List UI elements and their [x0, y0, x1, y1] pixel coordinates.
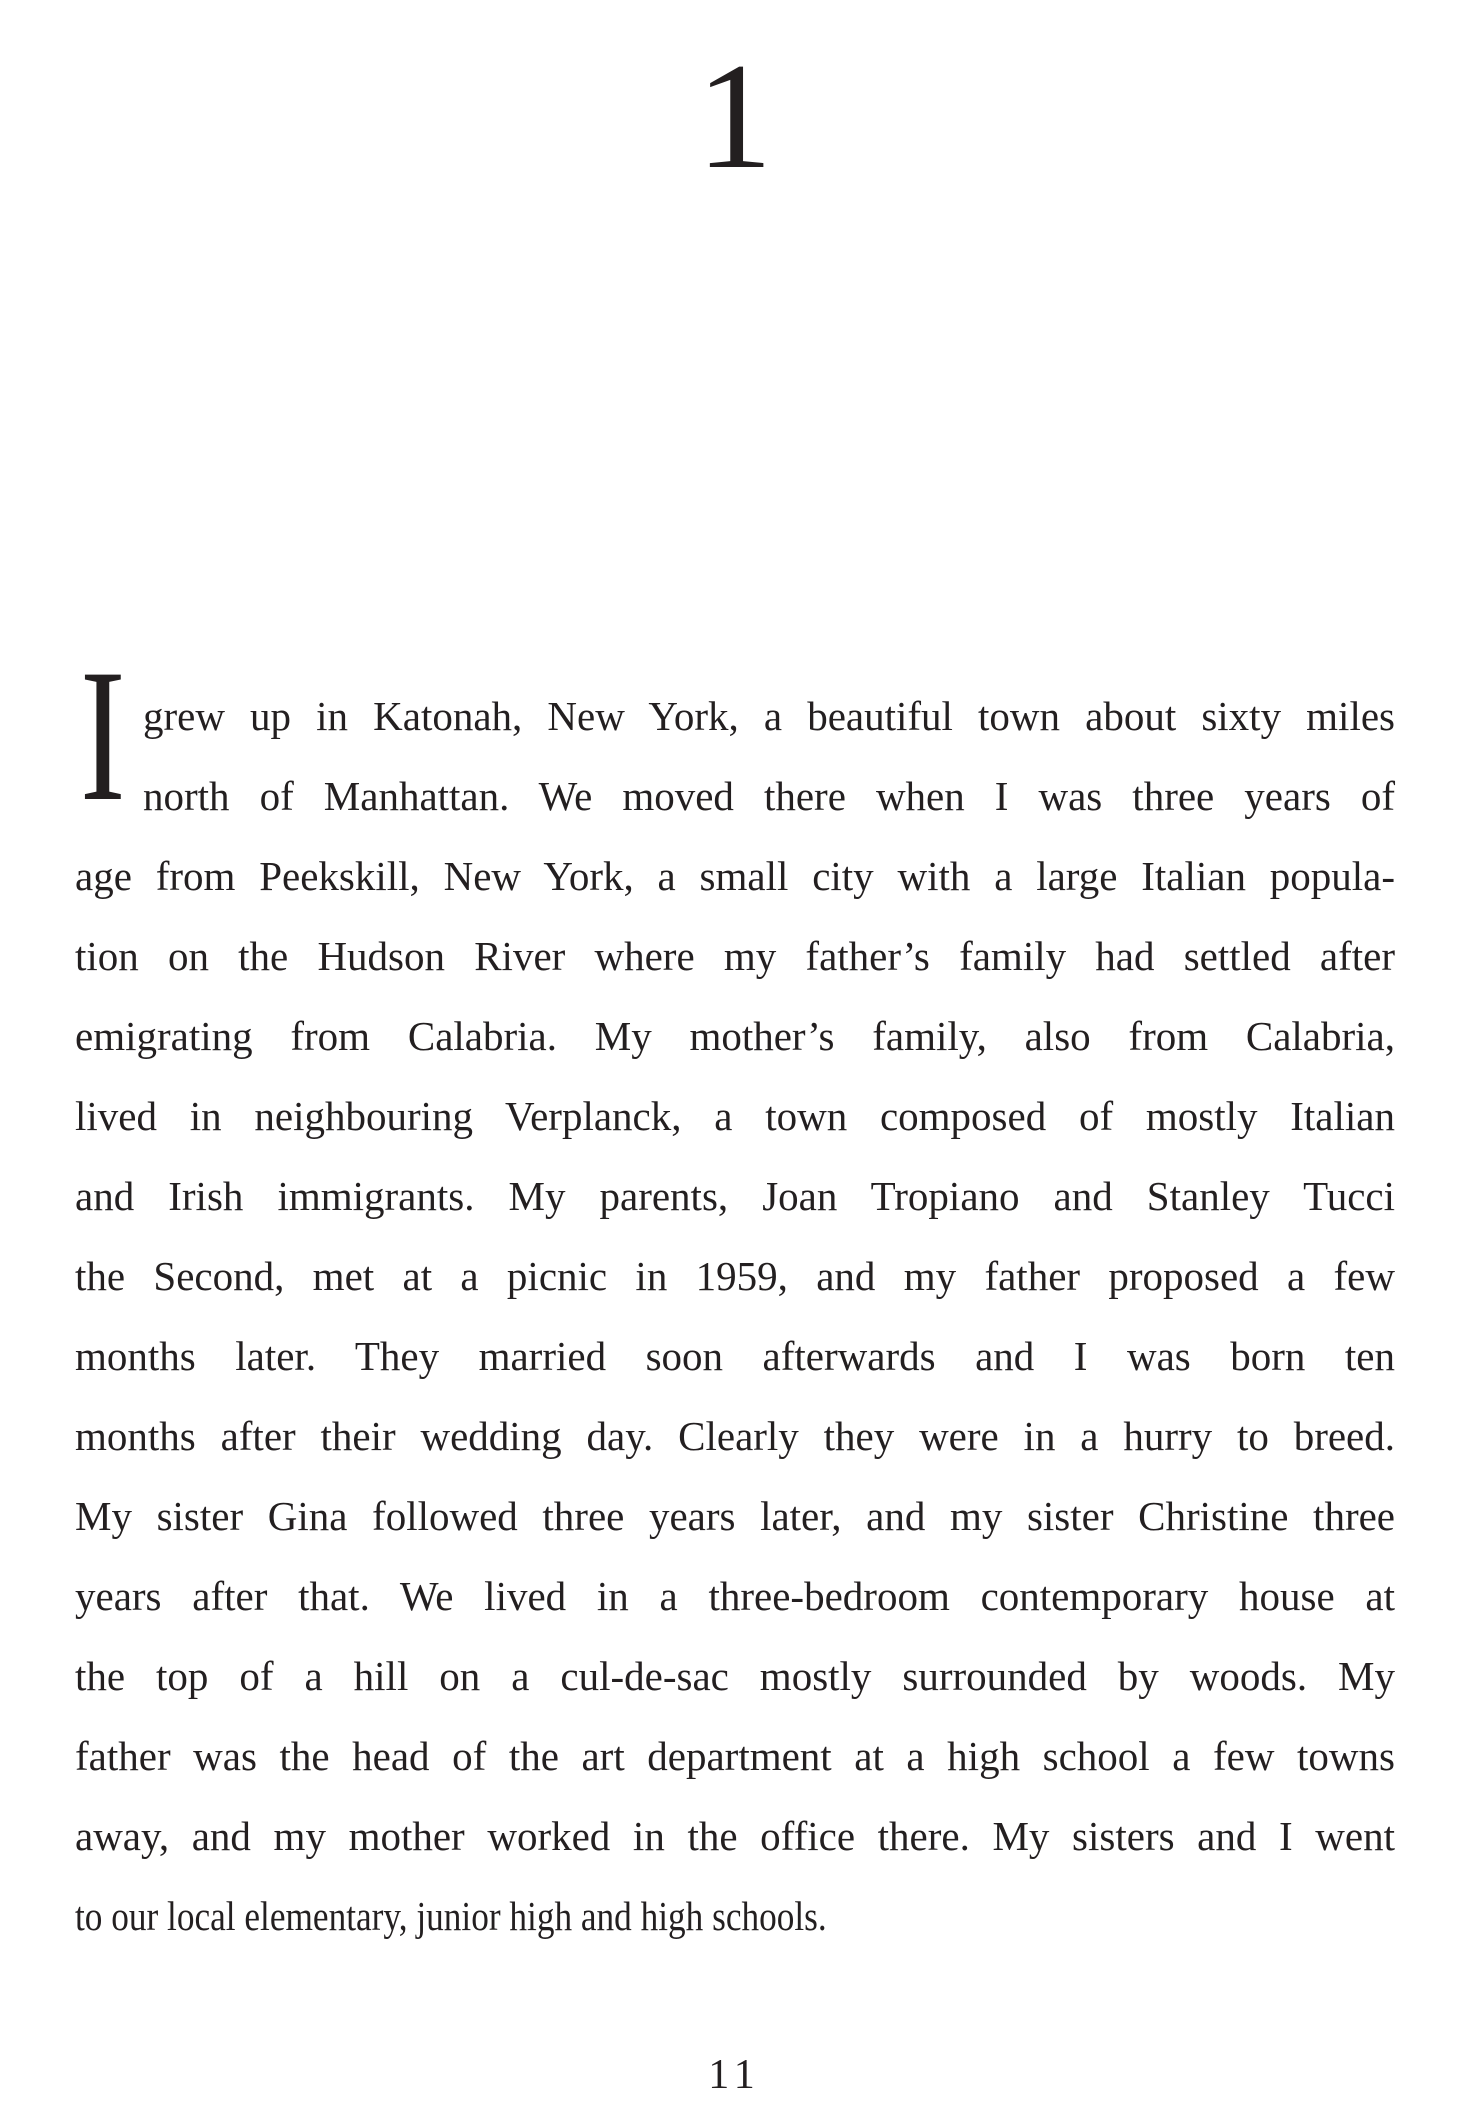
page-number: 11 [708, 2052, 761, 2098]
text-line: months later. They married soon afterwards and I was born ten [75, 1333, 1395, 1379]
text-line: the top of a hill on a cul-de-sac mostly surrounded by woods. My [75, 1653, 1395, 1699]
text-line: lived in neighbouring Verplanck, a town composed of mostly Italian [75, 1093, 1395, 1139]
text-line: north of Manhattan. We moved there when I was three years of [143, 773, 1395, 819]
text-line: father was the head of the art department at a high school a few towns [75, 1733, 1395, 1779]
chapter-number: 1 [696, 32, 773, 200]
text-line: to our local elementary, junior high and high schools. [75, 1893, 827, 1939]
text-line: age from Peekskill, New York, a small city with a large Italian popula- [75, 853, 1395, 899]
text-line: and Irish immigrants. My parents, Joan Tropiano and Stanley Tucci [75, 1173, 1395, 1219]
text-line: months after their wedding day. Clearly they were in a hurry to breed. [75, 1413, 1395, 1459]
text-line: tion on the Hudson River where my father’s family had settled after [75, 933, 1395, 979]
text-line: years after that. We lived in a three-bedroom contemporary house at [75, 1573, 1395, 1619]
text-line: away, and my mother worked in the office there. My sisters and I went [75, 1813, 1395, 1859]
body-paragraph [75, 676, 1395, 1956]
drop-cap: I [80, 631, 126, 841]
text-line: the Second, met at a picnic in 1959, and my father proposed a few [75, 1253, 1395, 1299]
text-line: My sister Gina followed three years later, and my sister Christine three [75, 1493, 1395, 1539]
text-line: grew up in Katonah, New York, a beautiful town about sixty miles [143, 693, 1395, 739]
text-line: emigrating from Calabria. My mother’s family, also from Calabria, [75, 1013, 1395, 1059]
